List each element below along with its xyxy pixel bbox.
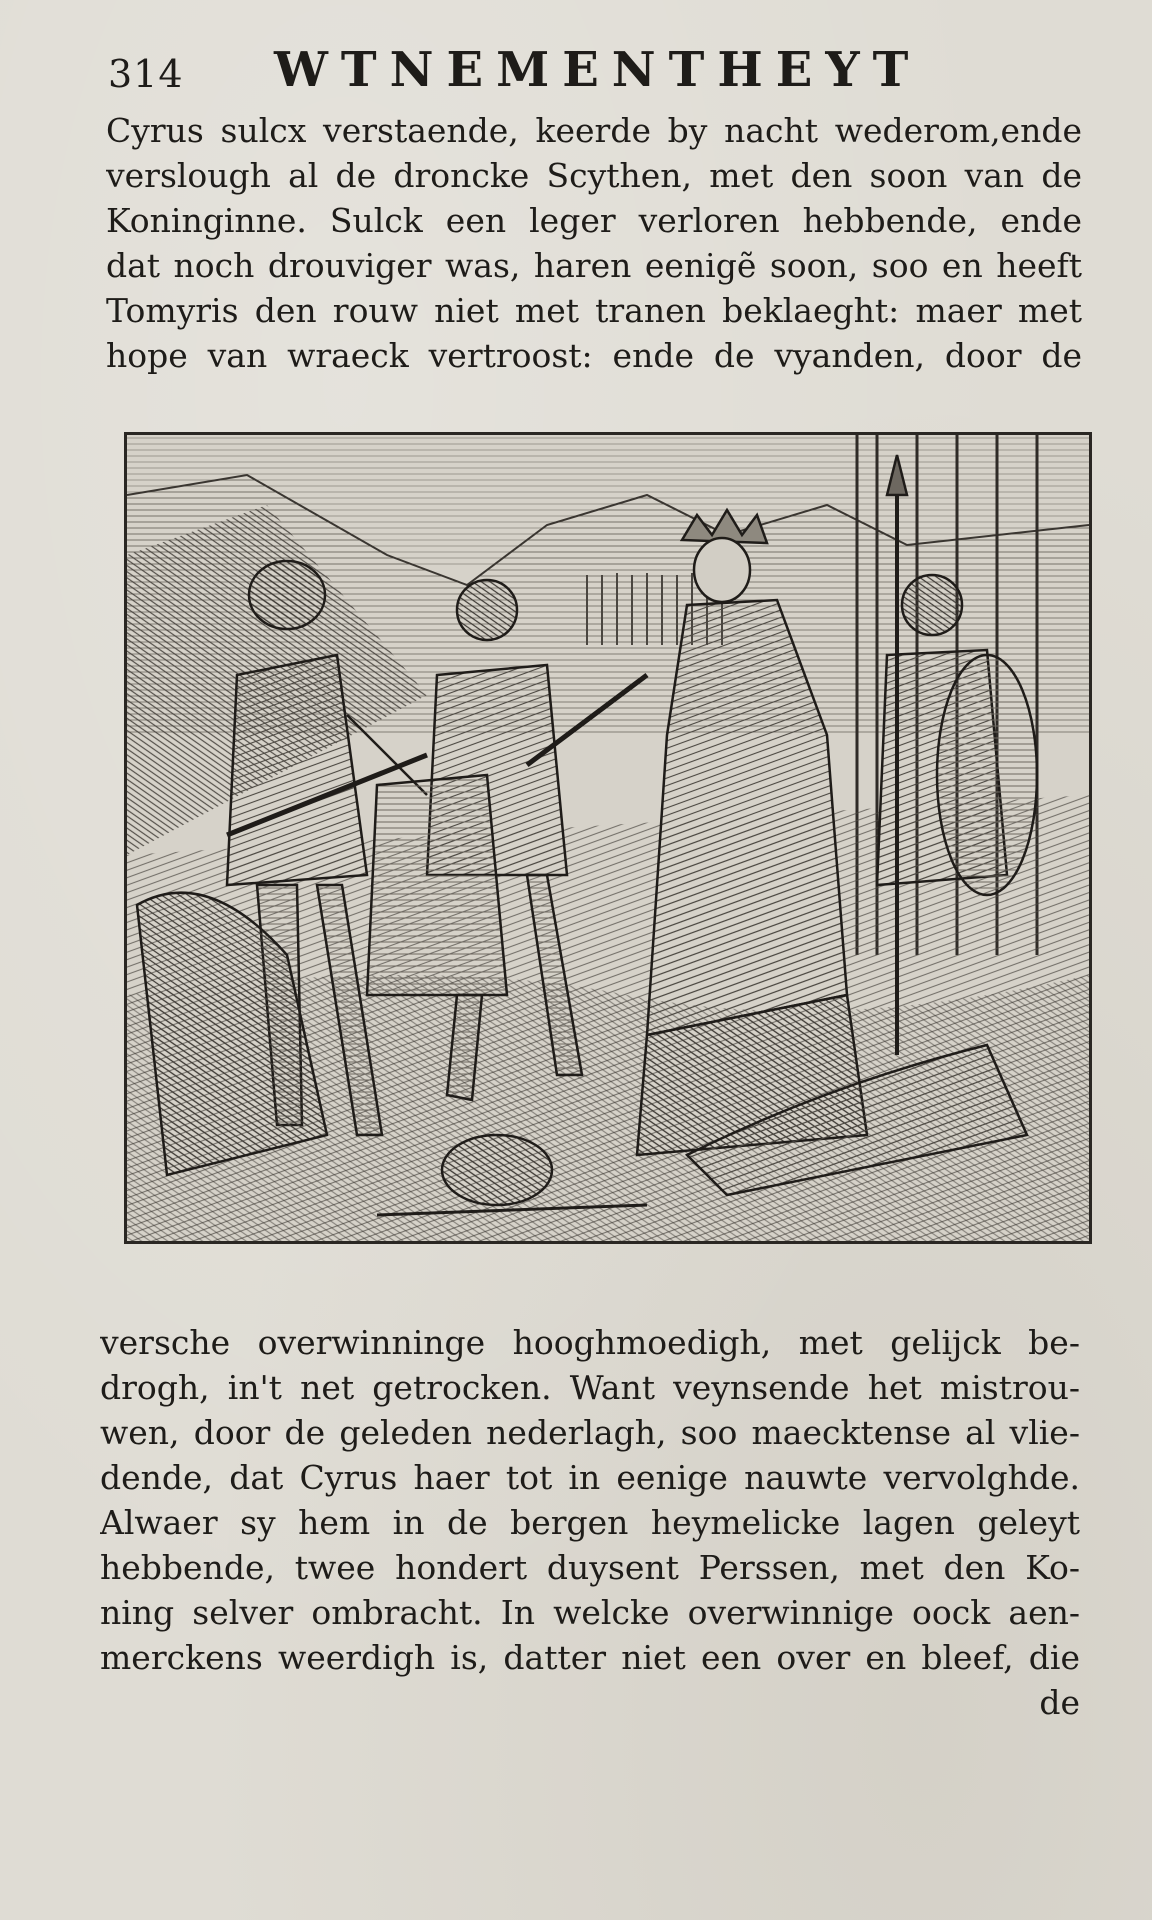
catchword: de [1039,1683,1080,1722]
bottom-paragraph [100,1320,1080,1725]
text-line: drogh, in't net getrocken. Want veynsende het mistrou- [100,1368,1080,1407]
text-line: ning selver ombracht. In welcke overwinnige oock aen- [100,1593,1080,1632]
text-line: Tomyris den rouw niet met tranen beklaeght: maer met [106,291,1082,330]
engraving-tomyris-icon [127,435,1089,1241]
top-paragraph [106,108,1082,378]
text-line: hebbende, twee hondert duysent Perssen, met den Ko- [100,1548,1080,1587]
running-head: WTNEMENTHEYT [274,42,922,98]
text-line: Koninginne. Sulck een leger verloren hebbende, ende [106,201,1082,240]
engraving-illustration [124,432,1092,1244]
text-line: verslough al de droncke Scythen, met den soon van de [106,156,1082,195]
text-line: wen, door de geleden nederlagh, soo maecktense al vlie- [100,1413,1080,1452]
text-line: merckens weerdigh is, datter niet een over en bleef, die [100,1638,1080,1677]
text-line: Cyrus sulcx verstaende, keerde by nacht wederom,ende [106,111,1082,150]
text-line: hope van wraeck vertroost: ende de vyanden, door de [106,336,1082,375]
page-header [104,38,1084,98]
text-line: dende, dat Cyrus haer tot in eenige nauwte vervolghde. [100,1458,1080,1497]
text-line: versche overwinninge hooghmoedigh, met gelijck be- [100,1323,1080,1362]
page-number: 314 [108,52,184,96]
text-line: dat noch drouviger was, haren eenigẽ soon, soo en heeft [106,246,1082,285]
text-line: Alwaer sy hem in de bergen heymelicke lagen geleyt [100,1503,1080,1542]
